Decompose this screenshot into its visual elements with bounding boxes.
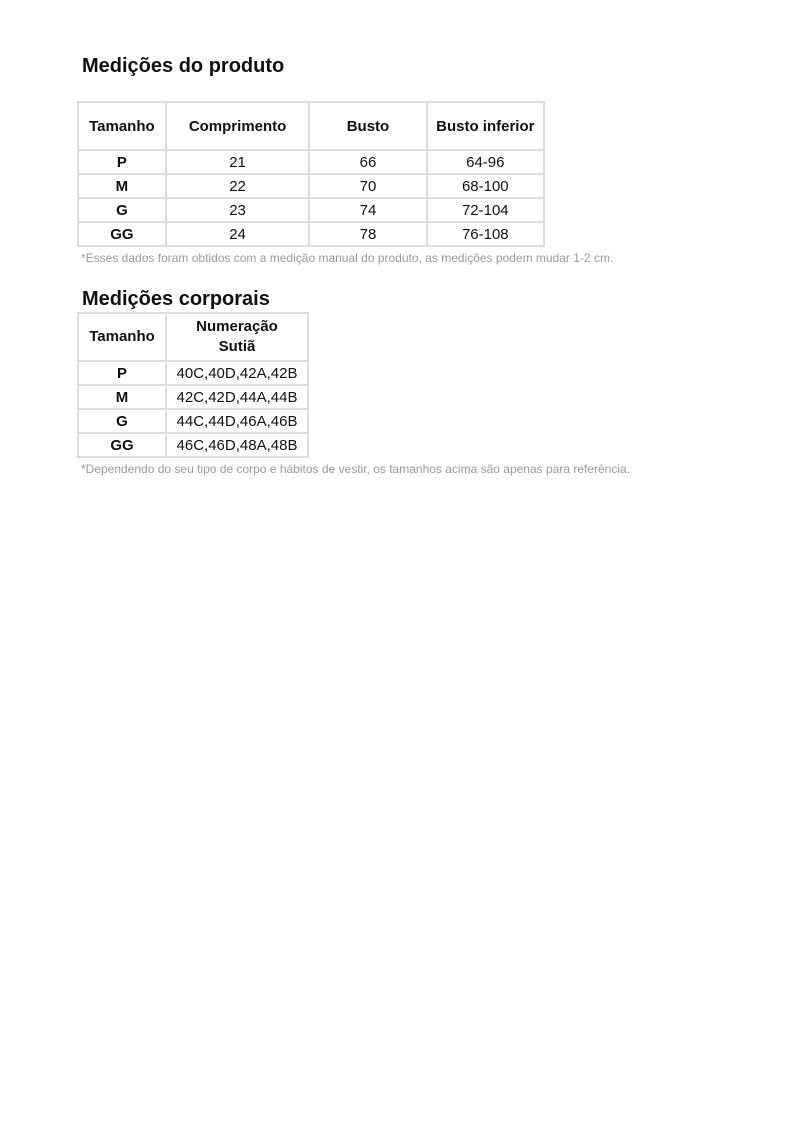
underbust-cell: 76-108 (428, 223, 543, 245)
column-header-underbust: Busto inferior (428, 103, 543, 149)
underbust-cell: 64-96 (428, 151, 543, 173)
bra-size-cell: 42C,42D,44A,44B (167, 386, 307, 408)
table-row (79, 223, 543, 245)
bra-size-cell: 46C,46D,48A,48B (167, 434, 307, 456)
column-header-bra-size-line2: Sutiã (218, 338, 256, 355)
column-header-size: Tamanho (79, 103, 165, 149)
body-measurements-title: Medições corporais (82, 288, 270, 310)
bust-cell: 70 (310, 175, 425, 197)
body-measurements-note: *Dependendo do seu tipo de corpo e hábitos de vestir, os tamanhos acima são apenas para referência. (81, 462, 631, 476)
bra-size-cell: 44C,44D,46A,46B (167, 410, 307, 432)
size-cell: G (79, 199, 165, 221)
length-cell: 21 (167, 151, 309, 173)
table-row (79, 199, 543, 221)
table-header-row (79, 103, 543, 149)
product-measurements-note: *Esses dados foram obtidos com a medição manual do produto, as medições podem mudar 1-2 cm. (81, 251, 614, 265)
size-cell: GG (79, 434, 165, 456)
bust-cell: 78 (310, 223, 425, 245)
size-cell: GG (79, 223, 165, 245)
size-cell: P (79, 151, 165, 173)
column-header-length: Comprimento (167, 103, 309, 149)
size-cell: G (79, 410, 165, 432)
underbust-cell: 72-104 (428, 199, 543, 221)
size-cell: M (79, 175, 165, 197)
length-cell: 23 (167, 199, 309, 221)
table-row (79, 410, 307, 432)
table-row (79, 434, 307, 456)
table-row (79, 362, 307, 384)
column-header-bust: Busto (310, 103, 425, 149)
underbust-cell: 68-100 (428, 175, 543, 197)
column-header-size: Tamanho (79, 314, 165, 360)
column-header-bra-size (167, 314, 307, 360)
length-cell: 24 (167, 223, 309, 245)
length-cell: 22 (167, 175, 309, 197)
product-measurements-title: Medições do produto (82, 55, 285, 77)
body-measurements-table (77, 312, 309, 458)
product-measurements-table (77, 101, 545, 247)
bust-cell: 74 (310, 199, 425, 221)
table-row (79, 175, 543, 197)
table-header-row (79, 314, 307, 360)
table-row (79, 386, 307, 408)
bra-size-cell: 40C,40D,42A,42B (167, 362, 307, 384)
size-cell: P (79, 362, 165, 384)
column-header-bra-size-line1: Numeração (196, 318, 278, 335)
size-cell: M (79, 386, 165, 408)
bust-cell: 66 (310, 151, 425, 173)
table-row (79, 151, 543, 173)
